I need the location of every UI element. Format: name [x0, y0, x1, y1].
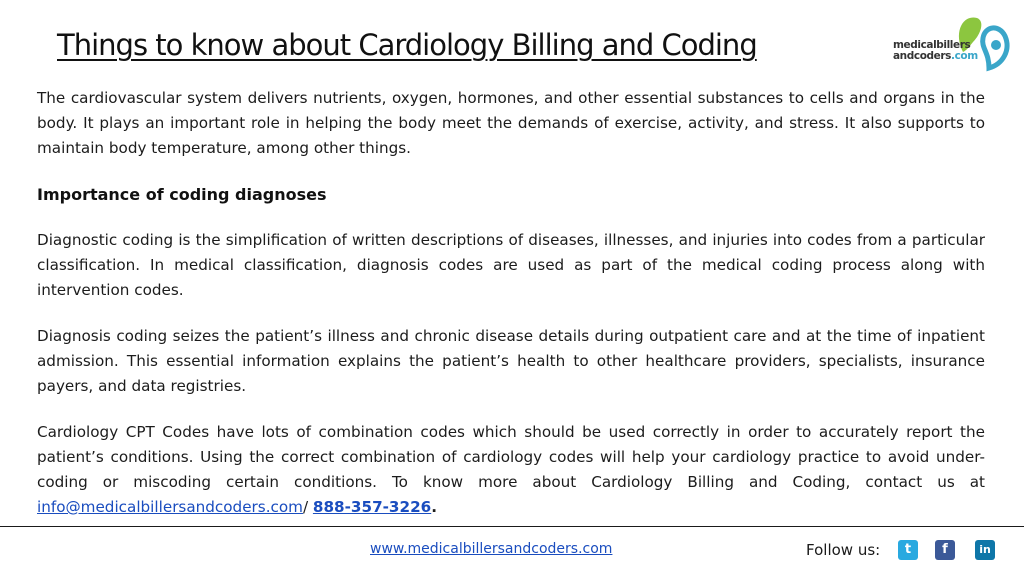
section-heading: Importance of coding diagnoses [37, 185, 327, 204]
paragraph-diagnosis-coding: Diagnosis coding seizes the patient’s illness and chronic disease details during outpatient care and at the time of inpatient admission. This essential information explains the patient’s health to other healthcare providers, specialists, insurance payers, and data registries. [37, 327, 985, 395]
logo-line-2 [893, 51, 978, 62]
company-logo[interactable] [893, 12, 1013, 74]
facebook-glyph: f [942, 542, 948, 557]
main-content [37, 86, 985, 541]
logo-line-1: medicalbillers [893, 39, 971, 51]
cpt-text: Cardiology CPT Codes have lots of combination codes which should be used correctly in order to accurately report the patient’s conditions. Using the correct combination of cardiology codes will help your cardiology practice to avoid under-coding or miscoding certain conditions. To know more about Cardiology Billing and Coding, contact us at [37, 423, 985, 491]
phone-link[interactable]: 888-357-3226 [312, 498, 432, 516]
paragraph-cpt-codes [37, 420, 985, 520]
logo-line-2-main: andcoders [893, 50, 951, 62]
linkedin-glyph: in [979, 543, 991, 556]
intro-paragraph: The cardiovascular system delivers nutrients, oxygen, hormones, and other essential substances to cells and organs in the body. It plays an important role in helping the body meet the demands of exercise, activity, and stress. It also supports to maintain body temperature, among other things. [37, 89, 985, 157]
logo-line-2-suffix: .com [950, 50, 978, 62]
twitter-icon[interactable] [898, 540, 918, 560]
email-link[interactable]: info@medicalbillersandcoders.com [37, 498, 303, 516]
twitter-glyph: t [904, 542, 912, 557]
logo-wordmark [893, 40, 978, 62]
website-link[interactable]: www.medicalbillersandcoders.com [370, 541, 613, 557]
linkedin-icon[interactable] [975, 540, 995, 560]
contact-separator: / [302, 498, 313, 516]
follow-us-label: Follow us: [806, 541, 881, 559]
facebook-icon[interactable] [935, 540, 955, 560]
footer-divider [0, 526, 1024, 527]
contact-end: . [431, 498, 437, 516]
page-title: Things to know about Cardiology Billing and Coding [57, 28, 757, 62]
paragraph-diagnostic-coding: Diagnostic coding is the simplification of written descriptions of diseases, illnesses, and injuries into codes from a particular classification. In medical classification, diagnosis codes are used as part of the medical coding process along with intervention codes. [37, 231, 985, 299]
